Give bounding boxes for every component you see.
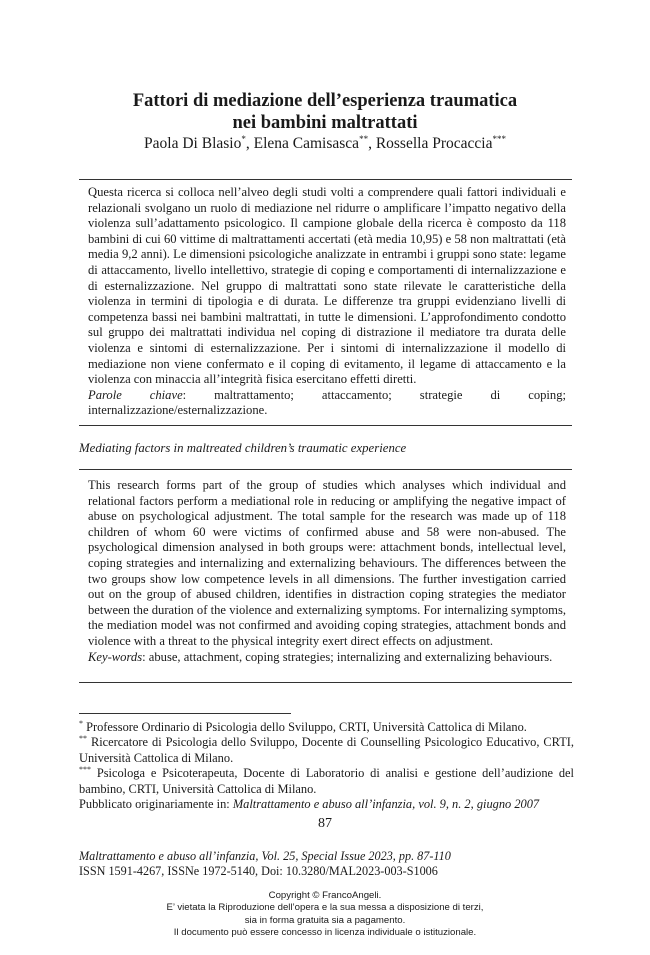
- page-number: 87: [318, 816, 332, 831]
- keywords-list: : abuse, attachment, coping strategies; internalizing and externalizing behaviours.: [142, 649, 553, 664]
- abstract-english-text: This research forms part of the group of studies which analyses which individual and relational factors perform a mediational role in reducing or amplifying the negative impact of abuse on psychological adjustment. The total sample for the research was made up of 118 children of whom 60 were victims of confirmed abuse and 58 were non-abused. The psychological dimension analysed in both groups were: attachment bonds, intellectual level, coping strategies and internalizing and externalizing behaviours. The differences between the two groups show low competence levels in all dimensions. The further investigation carried out on the group of abused children, identifies in distraction coping strategies the mediator between the duration of the violence and externalizing symptoms. For internalizing symptoms, the mediation model was not confirmed and avoiding coping strategies, attachment bonds and violence with a threat to the physical integrity exert direct effects on adjustment.: [88, 478, 566, 648]
- keywords-label: Key-words: [88, 649, 143, 664]
- author-list: [40, 135, 610, 153]
- title-line-1: Fattori di mediazione dell’esperienza traumatica: [132, 91, 518, 111]
- copyright-line-2: E’ vietata la Riproduzione dell’opera e la sua messa a disposizione di terzi,: [166, 902, 484, 914]
- copyright-line-3: sia in forma gratuita sia a pagamento.: [244, 914, 406, 926]
- author-mark: **: [359, 133, 369, 144]
- abstract-it-top-rule: [79, 179, 572, 180]
- abstract-italian-keywords: [88, 388, 566, 419]
- copyright-line-1: Copyright © FrancoAngeli.: [268, 890, 382, 901]
- journal-info: [79, 849, 451, 879]
- author-separator: ,: [368, 135, 376, 152]
- author-name: Paola Di Blasio: [144, 135, 242, 152]
- abstract-english: [88, 478, 566, 665]
- footnote: [79, 735, 574, 766]
- copyright-line-4: Il documento può essere concesso in licenza individuale o istituzionale.: [173, 927, 477, 939]
- english-title: Mediating factors in maltreated children’s traumatic experience: [79, 441, 407, 455]
- title-line-2: nei bambini maltrattati: [232, 113, 418, 133]
- original-publication-source: Maltrattamento e abuso all’infanzia, vol. 9, n. 2, giugno 2007: [232, 797, 540, 812]
- abstract-italian: [88, 185, 566, 419]
- journal-issn-doi: ISSN 1591-4267, ISSNe 1972-5140, Doi: 10.3280/MAL2023-003-S1006: [79, 864, 438, 878]
- abstract-it-bottom-rule: [79, 425, 572, 426]
- abstract-italian-text: Questa ricerca si colloca nell’alveo degli studi volti a comprendere quali fattori individuali e relazionali svolgano un ruolo di mediazione nel ridurre o amplificare l’impatto negativo della violenza sull’adattamento psicologico. Il campione globale della ricerca è composto da 118 bambini di cui 60 vittime di maltrattamenti accertati (età media 10,95) e 58 non maltrattati (età media 9,2 anni). Le dimensioni psicologiche analizzate in entrambi i gruppi sono state: legame di attaccamento, livello intellettivo, strategie di coping e comportamenti di internalizzazione e di esternalizzazione. Nel gruppo di maltrattati sono state rilevate le caratteristiche della violenza in termini di tipologia e di durata. Le differenze tra gruppi evidenziano livelli di competenza bassi nei bambini maltrattati, in tutte le dimensioni. L’approfondimento condotto sul gruppo dei maltrattati individua nel coping di distrazione il mediatore tra durata delle violenza e sintomi di esternalizzazione. Per i sintomi di internalizzazione il modello di mediazione non viene confermato e il coping di evitamento, il legame di attaccamento e la violenza con minaccia all’integrità fisica esercitano effetti diretti.: [88, 185, 566, 387]
- original-publication-prefix: Pubblicato originariamente in:: [79, 797, 233, 812]
- footnotes: [79, 720, 574, 812]
- author-mark: ***: [492, 133, 506, 144]
- footnote-text: Ricercatore di Psicologia dello Sviluppo, Docente di Counselling Psicologico Educativo, CRTI, Università Cattolica di Milano.: [79, 735, 574, 765]
- footnote-mark: *: [79, 718, 83, 728]
- abstract-en-bottom-rule: [79, 682, 572, 683]
- keywords-label: Parole chiave: [88, 387, 183, 402]
- author-name: Elena Camisasca: [253, 135, 360, 152]
- footnote-text: Professore Ordinario di Psicologia dello Sviluppo, CRTI, Università Cattolica di Milano.: [83, 720, 527, 734]
- footnote: [79, 720, 574, 735]
- footnote-mark: ***: [79, 765, 91, 775]
- footnote-mark: **: [79, 734, 87, 744]
- abstract-english-keywords: [88, 650, 566, 666]
- author-mark: *: [241, 133, 246, 144]
- original-publication: [79, 797, 574, 812]
- footnote-separator: [79, 713, 291, 714]
- footnote-text: Psicologa e Psicoterapeuta, Docente di Laboratorio di analisi e gestione dell’audizione del bambino, CRTI, Università Cattolica di Milano.: [79, 766, 574, 796]
- journal-citation: Maltrattamento e abuso all’infanzia, Vol. 25, Special Issue 2023, pp. 87-110: [79, 849, 451, 863]
- keywords-list: : maltrattamento; attaccamento; strategie di coping; internalizzazione/esternalizzazione.: [88, 387, 567, 418]
- author-name: Rossella Procaccia: [375, 135, 493, 152]
- abstract-en-top-rule: [79, 469, 572, 470]
- article-title: [60, 90, 590, 134]
- author-separator: ,: [245, 135, 254, 152]
- footnote: [79, 766, 574, 797]
- copyright-notice: [0, 890, 650, 940]
